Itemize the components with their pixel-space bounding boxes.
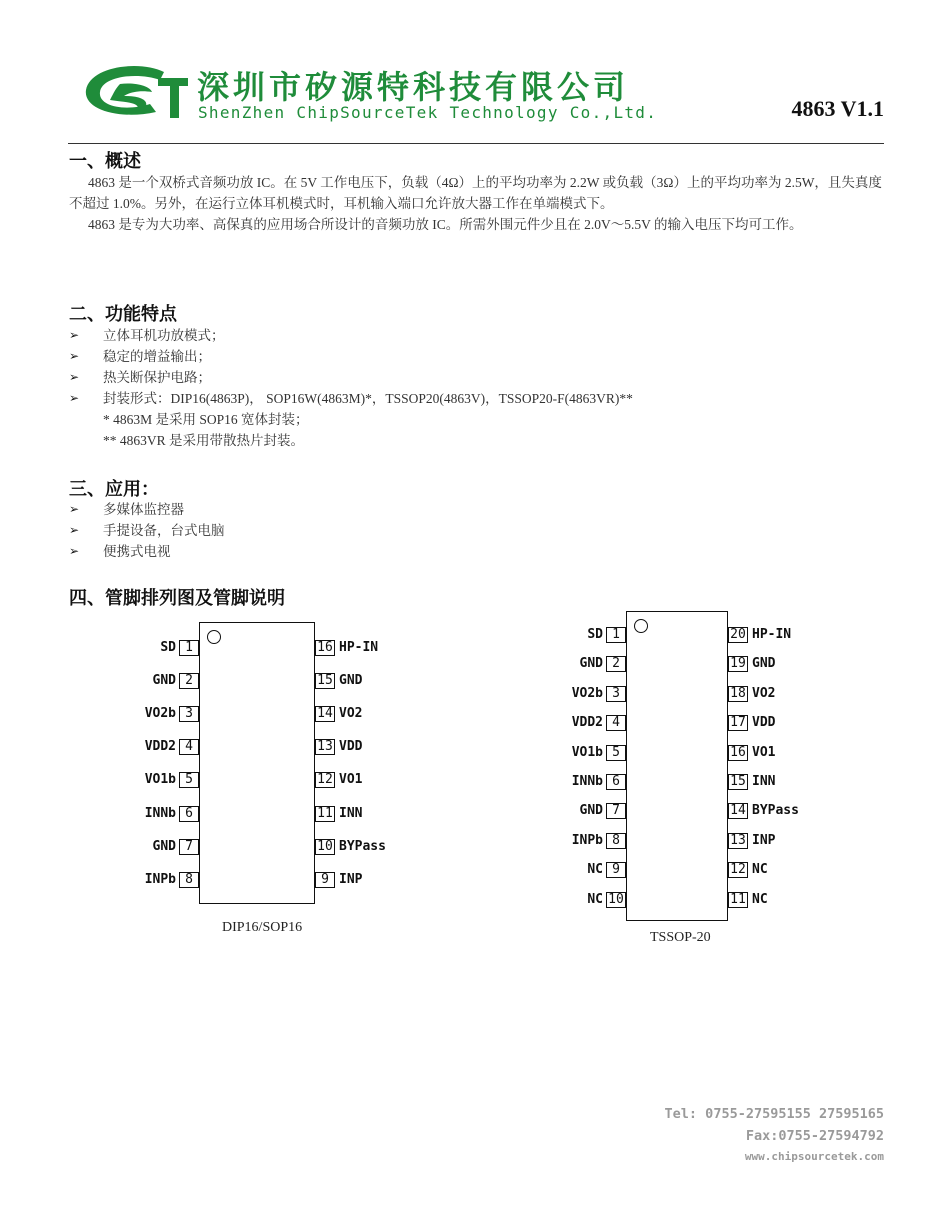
pin-14 (315, 706, 362, 722)
arrow-bullet-icon: ➢ (69, 349, 80, 363)
pin-number: 1 (606, 627, 626, 643)
pin1-marker-icon (634, 619, 648, 633)
pin-number: 7 (606, 803, 626, 819)
pin-8 (145, 872, 199, 888)
pin-name: HP-IN (752, 627, 792, 642)
pin-number: 10 (315, 839, 335, 855)
section-title-applications: 三、应用： (69, 479, 159, 500)
pin-number: 16 (315, 640, 335, 656)
pin-number: 6 (179, 806, 199, 822)
arrow-bullet-icon: ➢ (69, 544, 80, 558)
pin-15 (315, 673, 362, 689)
pin-10 (587, 892, 626, 908)
pin-15 (728, 774, 775, 790)
pin-number: 15 (728, 774, 748, 790)
pin-name: INN (339, 805, 363, 821)
pin-number: 2 (606, 656, 626, 672)
pin-14 (728, 803, 799, 819)
applications-list (69, 499, 225, 562)
pin-name: VDD (752, 715, 776, 731)
footer-fax: Fax:0755-27594792 (745, 1128, 884, 1144)
pin-18 (728, 686, 775, 702)
overview-paragraph-1: 4863 是一个双桥式音频功放 IC。在 5V 工作电压下，负载（4Ω）上的平均功率为 2.2W 或负载（3Ω）上的平均功率为 2.5W，且失真度不超过 1.0%。另外，在运行立体耳机模式时，耳机输入端口允许放大器工作在单端模式下。 (69, 175, 882, 211)
pin-number: 5 (606, 745, 626, 761)
pin-11 (315, 806, 362, 822)
pin-19 (728, 656, 775, 672)
pin-1 (587, 627, 626, 643)
pin-name: VO2b (144, 706, 176, 722)
pin-number: 8 (606, 833, 626, 849)
pin-11 (728, 892, 768, 908)
pin-4 (572, 715, 626, 731)
pin-name: VO2b (571, 685, 603, 701)
pin-number: 19 (728, 656, 748, 672)
pin1-marker-icon (207, 630, 221, 644)
pin-name: BYPass (339, 838, 386, 854)
pin-name: NC (752, 891, 768, 907)
pin-name: INP (339, 871, 363, 887)
footer-tel: Tel: 0755-27595155 27595165 (664, 1106, 884, 1122)
pin-name: INN (752, 774, 776, 789)
pin-name: VDD (339, 739, 363, 755)
pin-name: INNb (144, 805, 176, 821)
section-title-features: 二、功能特点 (69, 304, 177, 325)
pin-name: GND (339, 673, 363, 689)
dip16-package-label: DIP16/SOP16 (222, 920, 303, 935)
package-note: ** 4863VR 是采用带散热片封装。 (103, 433, 305, 448)
pin-number: 14 (728, 803, 748, 819)
pin-name: VO1b (571, 744, 603, 760)
pin-12 (728, 862, 768, 878)
pin-name: INPb (571, 832, 603, 848)
pin-name: HP-IN (339, 640, 379, 655)
pin-number: 3 (606, 686, 626, 702)
pin-name: VDD2 (144, 739, 176, 755)
company-logo-icon (80, 62, 192, 124)
pin-name: GND (579, 656, 603, 672)
footer-website: www.chipsourcetek.com (744, 1150, 884, 1163)
pin-16 (728, 745, 775, 761)
pin-7 (153, 839, 199, 855)
pin-number: 12 (315, 772, 335, 788)
company-name-cn: 深圳市矽源特科技有限公司 (197, 68, 630, 106)
pin-number: 8 (179, 872, 199, 888)
arrow-bullet-icon: ➢ (69, 328, 80, 342)
pin-name: GND (579, 803, 603, 819)
features-list (69, 325, 633, 451)
pin-10 (315, 839, 386, 855)
pin-name: VO1 (752, 744, 776, 760)
pin-6 (572, 774, 626, 790)
list-item: ➢ 封装形式：DIP16(4863P)， SOP16W(4863M)*，TSSOP20(4863V)，TSSOP20-F(4863VR)** (69, 388, 633, 409)
list-item: ➢ 手提设备，台式电脑 (69, 520, 225, 541)
pin-13 (728, 833, 775, 849)
header-divider (68, 143, 884, 144)
pin-name: NC (752, 862, 768, 878)
pin-name: NC (587, 862, 603, 878)
pin-20 (728, 627, 791, 643)
pin-number: 12 (728, 862, 748, 878)
pin-8 (572, 833, 626, 849)
pin-name: VO2 (339, 706, 363, 722)
company-name-en: ShenZhen ChipSourceTek Technology Co.,Ltd. (198, 103, 658, 122)
pin-number: 1 (179, 640, 199, 656)
pin-number: 6 (606, 774, 626, 790)
package-note: * 4863M 是采用 SOP16 宽体封装； (103, 412, 309, 427)
pin-3 (145, 706, 199, 722)
pin-9 (587, 862, 626, 878)
pin-number: 13 (315, 739, 335, 755)
pin-number: 9 (315, 872, 335, 888)
pin-name: VO1 (339, 772, 363, 788)
document-version: 4863 V1.1 (791, 96, 884, 121)
overview-text (69, 172, 884, 235)
pin-number: 11 (728, 892, 748, 908)
pin-name: SD (160, 640, 176, 655)
overview-paragraph-2: 4863 是专为大功率、高保真的应用场合所设计的音频功放 IC。所需外围元件少且在 2.0V～5.5V 的输入电压下均可工作。 (88, 217, 803, 232)
list-item: ➢ 稳定的增益输出； (69, 346, 633, 367)
pin-number: 13 (728, 833, 748, 849)
pin-17 (728, 715, 775, 731)
pin-number: 3 (179, 706, 199, 722)
pin-5 (145, 772, 199, 788)
list-item: ➢ 立体耳机功放模式； (69, 325, 633, 346)
pin-2 (580, 656, 626, 672)
pin-5 (572, 745, 626, 761)
pin-number: 20 (728, 627, 748, 643)
pin-name: BYPass (752, 803, 799, 819)
pin-name: VO1b (144, 772, 176, 788)
pin-name: INPb (144, 871, 176, 887)
pin-number: 7 (179, 839, 199, 855)
pin-3 (572, 686, 626, 702)
pin-6 (145, 806, 199, 822)
pin-name: VO2 (752, 685, 776, 701)
pin-number: 4 (606, 715, 626, 731)
section-title-overview: 一、概述 (69, 151, 141, 172)
list-item: ➢ 热关断保护电路； (69, 367, 633, 388)
section-title-pinout: 四、管脚排列图及管脚说明 (69, 588, 285, 609)
tssop20-chip-body (626, 611, 728, 921)
pin-name: INNb (571, 774, 603, 789)
arrow-bullet-icon: ➢ (69, 391, 80, 405)
pin-number: 9 (606, 862, 626, 878)
pin-4 (145, 739, 199, 755)
pin-9 (315, 872, 362, 888)
arrow-bullet-icon: ➢ (69, 523, 80, 537)
pin-number: 14 (315, 706, 335, 722)
dip16-chip-body (199, 622, 315, 904)
pin-number: 5 (179, 772, 199, 788)
pin-name: GND (752, 656, 776, 672)
pin-number: 15 (315, 673, 335, 689)
pin-name: VDD2 (571, 715, 603, 731)
tssop20-package-label: TSSOP-20 (650, 930, 711, 945)
pin-number: 17 (728, 715, 748, 731)
pin-name: SD (587, 627, 603, 642)
pin-16 (315, 640, 378, 656)
pin-number: 2 (179, 673, 199, 689)
pin-number: 11 (315, 806, 335, 822)
arrow-bullet-icon: ➢ (69, 370, 80, 384)
list-item: ➢ 便携式电视 (69, 541, 225, 562)
pin-7 (580, 803, 626, 819)
pin-number: 18 (728, 686, 748, 702)
list-item: ➢ 多媒体监控器 (69, 499, 225, 520)
pin-name: GND (152, 838, 176, 854)
pin-name: INP (752, 832, 776, 848)
pin-number: 10 (606, 892, 626, 908)
pin-number: 16 (728, 745, 748, 761)
pin-12 (315, 772, 362, 788)
pin-2 (153, 673, 199, 689)
pin-number: 4 (179, 739, 199, 755)
pin-1 (160, 640, 199, 656)
pin-name: GND (152, 673, 176, 689)
pin-13 (315, 739, 362, 755)
arrow-bullet-icon: ➢ (69, 502, 80, 516)
pin-name: NC (587, 891, 603, 907)
